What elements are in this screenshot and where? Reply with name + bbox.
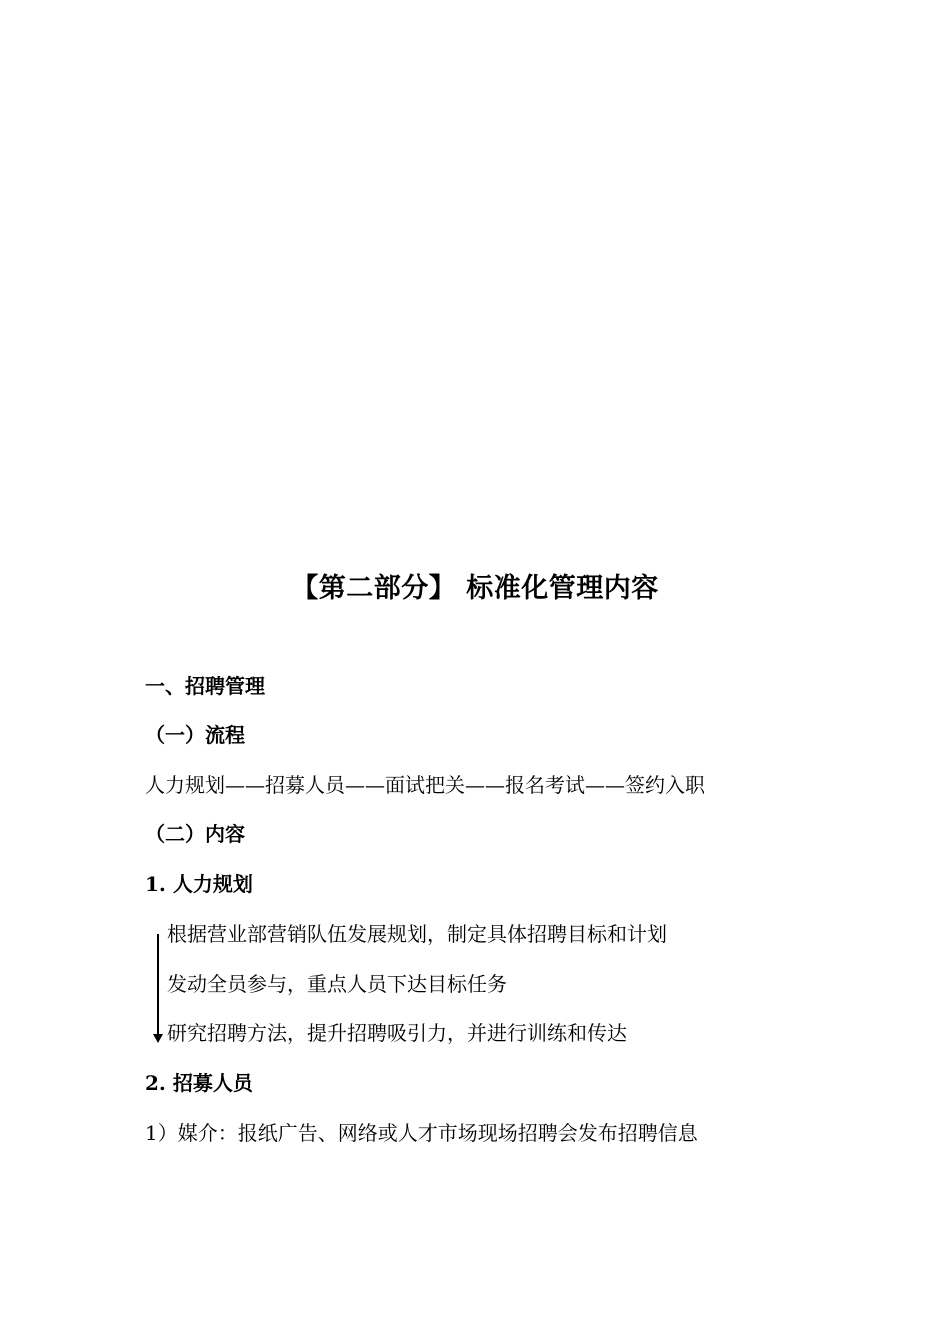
down-arrow-icon [155, 934, 161, 1046]
process-flow-text: 人力规划——招募人员——面试把关——报名考试——签约入职 [145, 773, 705, 797]
subsection-heading-process: （一）流程 [145, 723, 245, 747]
item-heading-recruiting: 2. 招募人员 [145, 1071, 253, 1095]
planning-step-3: 研究招聘方法，提升招聘吸引力，并进行训练和传达 [167, 1021, 627, 1045]
subsection-heading-content: （二）内容 [145, 822, 245, 846]
section-heading-recruitment: 一、招聘管理 [145, 674, 265, 698]
planning-step-2: 发动全员参与，重点人员下达目标任务 [167, 972, 507, 996]
item-heading-manpower-planning: 1. 人力规划 [145, 872, 253, 896]
recruiting-point-1: 1）媒介：报纸广告、网络或人才市场现场招聘会发布招聘信息 [145, 1121, 698, 1145]
planning-step-1: 根据营业部营销队伍发展规划，制定具体招聘目标和计划 [167, 922, 667, 946]
page-title: 【第二部分】 标准化管理内容 [291, 573, 659, 604]
